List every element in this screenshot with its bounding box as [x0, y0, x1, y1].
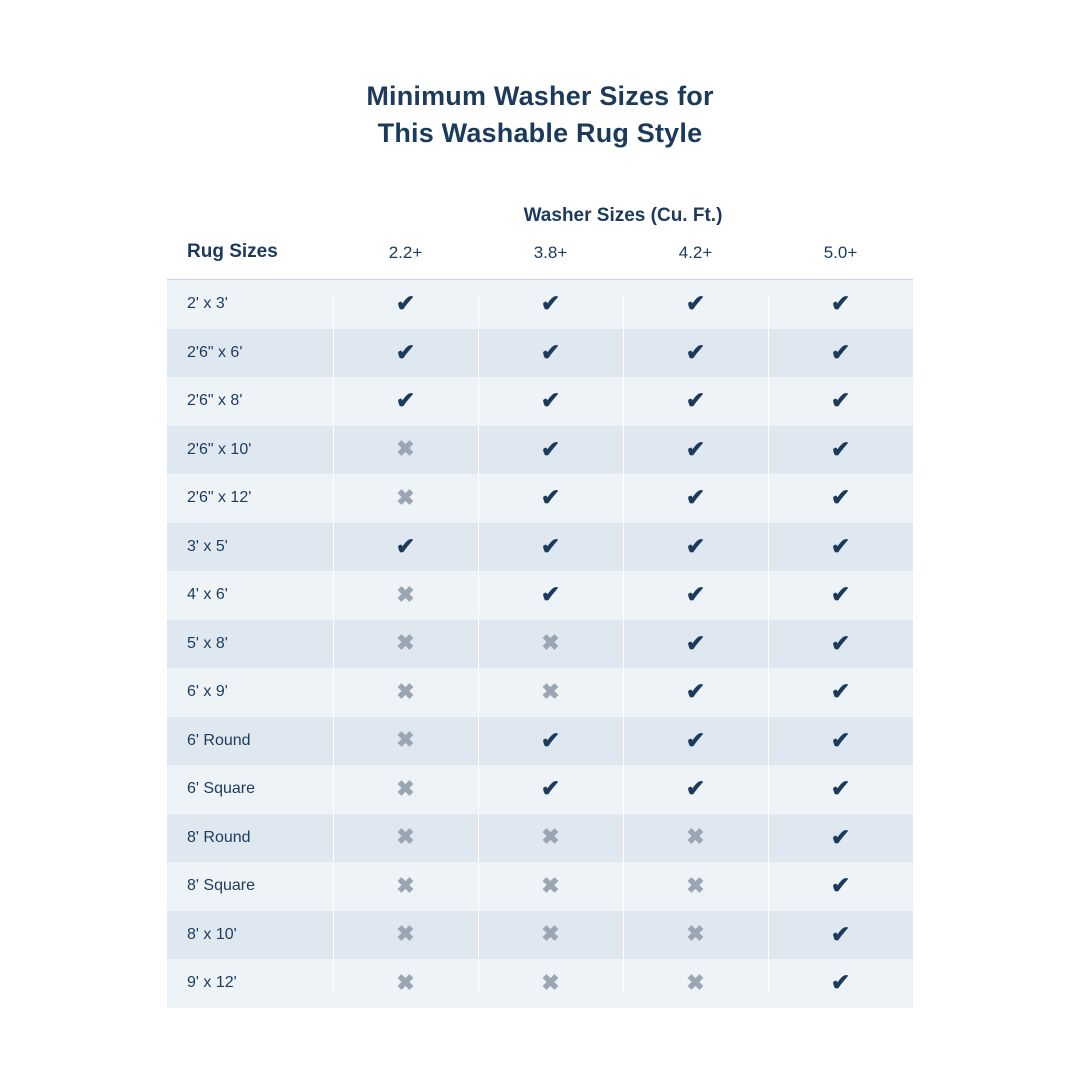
check-icon: ✔	[830, 678, 851, 705]
table-row	[167, 862, 913, 911]
check-icon: ✔	[685, 678, 706, 705]
check-icon: ✔	[540, 338, 561, 365]
check-icon: ✔	[685, 387, 706, 414]
cell-not-supported	[333, 862, 478, 911]
check-icon: ✔	[830, 435, 851, 462]
table-row	[167, 377, 913, 426]
cross-icon: ✖	[686, 969, 705, 995]
check-icon: ✔	[395, 290, 416, 317]
cell-supported	[333, 280, 478, 329]
cell-not-supported	[623, 814, 768, 863]
rug-size-label: 8' Round	[167, 814, 333, 863]
rug-size-label: 2'6" x 12'	[167, 474, 333, 523]
check-icon: ✔	[540, 290, 561, 317]
cell-supported	[478, 280, 623, 329]
cross-icon: ✖	[541, 969, 560, 995]
column-header-washer-2: 4.2+	[678, 243, 713, 262]
check-icon: ✔	[395, 532, 416, 559]
check-icon: ✔	[540, 775, 561, 802]
cell-supported	[768, 329, 913, 378]
check-icon: ✔	[830, 387, 851, 414]
table-row	[167, 668, 913, 717]
cross-icon: ✖	[396, 775, 415, 801]
column-divider-4	[768, 295, 769, 993]
cross-icon: ✖	[541, 678, 560, 704]
check-icon: ✔	[540, 387, 561, 414]
check-icon: ✔	[540, 581, 561, 608]
check-icon: ✔	[830, 823, 851, 850]
cell-supported	[768, 571, 913, 620]
washer-sizes-subtitle: Washer Sizes (Cu. Ft.)	[523, 205, 723, 226]
cell-supported	[768, 474, 913, 523]
cross-icon: ✖	[396, 872, 415, 898]
cross-icon: ✖	[686, 824, 705, 850]
table-row	[167, 329, 913, 378]
cell-supported	[623, 280, 768, 329]
page-title-line-2: This Washable Rug Style	[377, 118, 703, 149]
cell-supported	[768, 426, 913, 475]
table-row	[167, 620, 913, 669]
column-header-washer-0: 2.2+	[388, 243, 423, 262]
rug-size-label: 6' Square	[167, 765, 333, 814]
table-row	[167, 474, 913, 523]
column-divider-1	[333, 295, 334, 993]
cross-icon: ✖	[686, 921, 705, 947]
cell-supported	[478, 523, 623, 572]
cell-not-supported	[333, 668, 478, 717]
cross-icon: ✖	[396, 484, 415, 510]
cross-icon: ✖	[541, 630, 560, 656]
check-icon: ✔	[685, 775, 706, 802]
rug-size-label: 4' x 6'	[167, 571, 333, 620]
check-icon: ✔	[830, 872, 851, 899]
cross-icon: ✖	[686, 872, 705, 898]
check-icon: ✔	[540, 484, 561, 511]
page-title	[0, 0, 1080, 153]
rug-size-label: 6' x 9'	[167, 668, 333, 717]
check-icon: ✔	[685, 290, 706, 317]
cell-supported	[478, 717, 623, 766]
check-icon: ✔	[830, 290, 851, 317]
table-row	[167, 911, 913, 960]
cell-not-supported	[478, 668, 623, 717]
cell-supported	[478, 377, 623, 426]
check-icon: ✔	[830, 484, 851, 511]
table-header-row	[167, 241, 913, 280]
column-header-washer-3: 5.0+	[823, 243, 858, 262]
cell-supported	[623, 571, 768, 620]
cell-not-supported	[333, 959, 478, 1008]
cross-icon: ✖	[541, 824, 560, 850]
cell-supported	[478, 765, 623, 814]
cell-not-supported	[333, 765, 478, 814]
table-header	[167, 241, 913, 280]
page-title-line-1: Minimum Washer Sizes for	[366, 81, 714, 111]
cell-supported	[623, 377, 768, 426]
check-icon: ✔	[685, 435, 706, 462]
cell-not-supported	[478, 814, 623, 863]
cell-not-supported	[333, 426, 478, 475]
rug-size-label: 2'6" x 6'	[167, 329, 333, 378]
cell-supported	[768, 911, 913, 960]
check-icon: ✔	[685, 581, 706, 608]
rug-size-label: 5' x 8'	[167, 620, 333, 669]
cell-not-supported	[478, 911, 623, 960]
check-icon: ✔	[685, 629, 706, 656]
check-icon: ✔	[830, 775, 851, 802]
cross-icon: ✖	[541, 872, 560, 898]
column-divider-3	[623, 295, 624, 993]
cell-supported	[768, 862, 913, 911]
check-icon: ✔	[830, 629, 851, 656]
cell-supported	[333, 329, 478, 378]
cross-icon: ✖	[396, 969, 415, 995]
cell-supported	[768, 620, 913, 669]
cell-not-supported	[478, 620, 623, 669]
cell-supported	[623, 620, 768, 669]
check-icon: ✔	[395, 338, 416, 365]
cell-supported	[623, 765, 768, 814]
table-row	[167, 814, 913, 863]
check-icon: ✔	[685, 726, 706, 753]
column-header-washer-1: 3.8+	[533, 243, 568, 262]
cell-not-supported	[333, 814, 478, 863]
table-row	[167, 571, 913, 620]
cross-icon: ✖	[396, 727, 415, 753]
cell-supported	[478, 329, 623, 378]
cell-supported	[768, 377, 913, 426]
table-row	[167, 717, 913, 766]
rug-size-label: 8' Square	[167, 862, 333, 911]
table-row	[167, 765, 913, 814]
cell-supported	[478, 426, 623, 475]
cross-icon: ✖	[396, 581, 415, 607]
cell-not-supported	[623, 911, 768, 960]
cross-icon: ✖	[541, 921, 560, 947]
check-icon: ✔	[685, 338, 706, 365]
cross-icon: ✖	[396, 824, 415, 850]
cell-supported	[623, 523, 768, 572]
table-row	[167, 426, 913, 475]
rug-size-label: 2' x 3'	[167, 280, 333, 329]
cell-supported	[768, 959, 913, 1008]
rug-size-label: 3' x 5'	[167, 523, 333, 572]
cell-supported	[333, 377, 478, 426]
check-icon: ✔	[685, 532, 706, 559]
cell-supported	[623, 426, 768, 475]
washer-size-table	[167, 241, 913, 1008]
check-icon: ✔	[685, 484, 706, 511]
check-icon: ✔	[395, 387, 416, 414]
column-divider-2	[478, 295, 479, 993]
table-body	[167, 280, 913, 1008]
cross-icon: ✖	[396, 678, 415, 704]
cell-not-supported	[478, 862, 623, 911]
washer-size-table-wrapper	[167, 205, 913, 1008]
cell-supported	[768, 717, 913, 766]
table-row	[167, 523, 913, 572]
check-icon: ✔	[830, 726, 851, 753]
check-icon: ✔	[830, 920, 851, 947]
column-header-rug-sizes: Rug Sizes	[187, 241, 278, 262]
cell-supported	[623, 474, 768, 523]
cell-not-supported	[333, 911, 478, 960]
rug-size-label: 2'6" x 10'	[167, 426, 333, 475]
table-row	[167, 959, 913, 1008]
cell-supported	[478, 474, 623, 523]
cross-icon: ✖	[396, 921, 415, 947]
cell-supported	[623, 668, 768, 717]
rug-size-label: 2'6" x 8'	[167, 377, 333, 426]
cell-not-supported	[478, 959, 623, 1008]
cell-supported	[768, 280, 913, 329]
rug-size-label: 9' x 12'	[167, 959, 333, 1008]
cell-not-supported	[333, 717, 478, 766]
cell-supported	[478, 571, 623, 620]
cross-icon: ✖	[396, 436, 415, 462]
cell-not-supported	[623, 862, 768, 911]
cell-not-supported	[333, 474, 478, 523]
check-icon: ✔	[540, 726, 561, 753]
check-icon: ✔	[830, 532, 851, 559]
cell-supported	[623, 329, 768, 378]
cell-not-supported	[333, 620, 478, 669]
rug-size-label: 6' Round	[167, 717, 333, 766]
cell-supported	[623, 717, 768, 766]
cell-not-supported	[623, 959, 768, 1008]
cell-supported	[768, 814, 913, 863]
check-icon: ✔	[540, 532, 561, 559]
cell-supported	[768, 523, 913, 572]
cell-not-supported	[333, 571, 478, 620]
check-icon: ✔	[830, 581, 851, 608]
cell-supported	[333, 523, 478, 572]
rug-size-label: 8' x 10'	[167, 911, 333, 960]
check-icon: ✔	[830, 969, 851, 996]
check-icon: ✔	[540, 435, 561, 462]
cell-supported	[768, 765, 913, 814]
cell-supported	[768, 668, 913, 717]
check-icon: ✔	[830, 338, 851, 365]
table-row	[167, 280, 913, 329]
cross-icon: ✖	[396, 630, 415, 656]
